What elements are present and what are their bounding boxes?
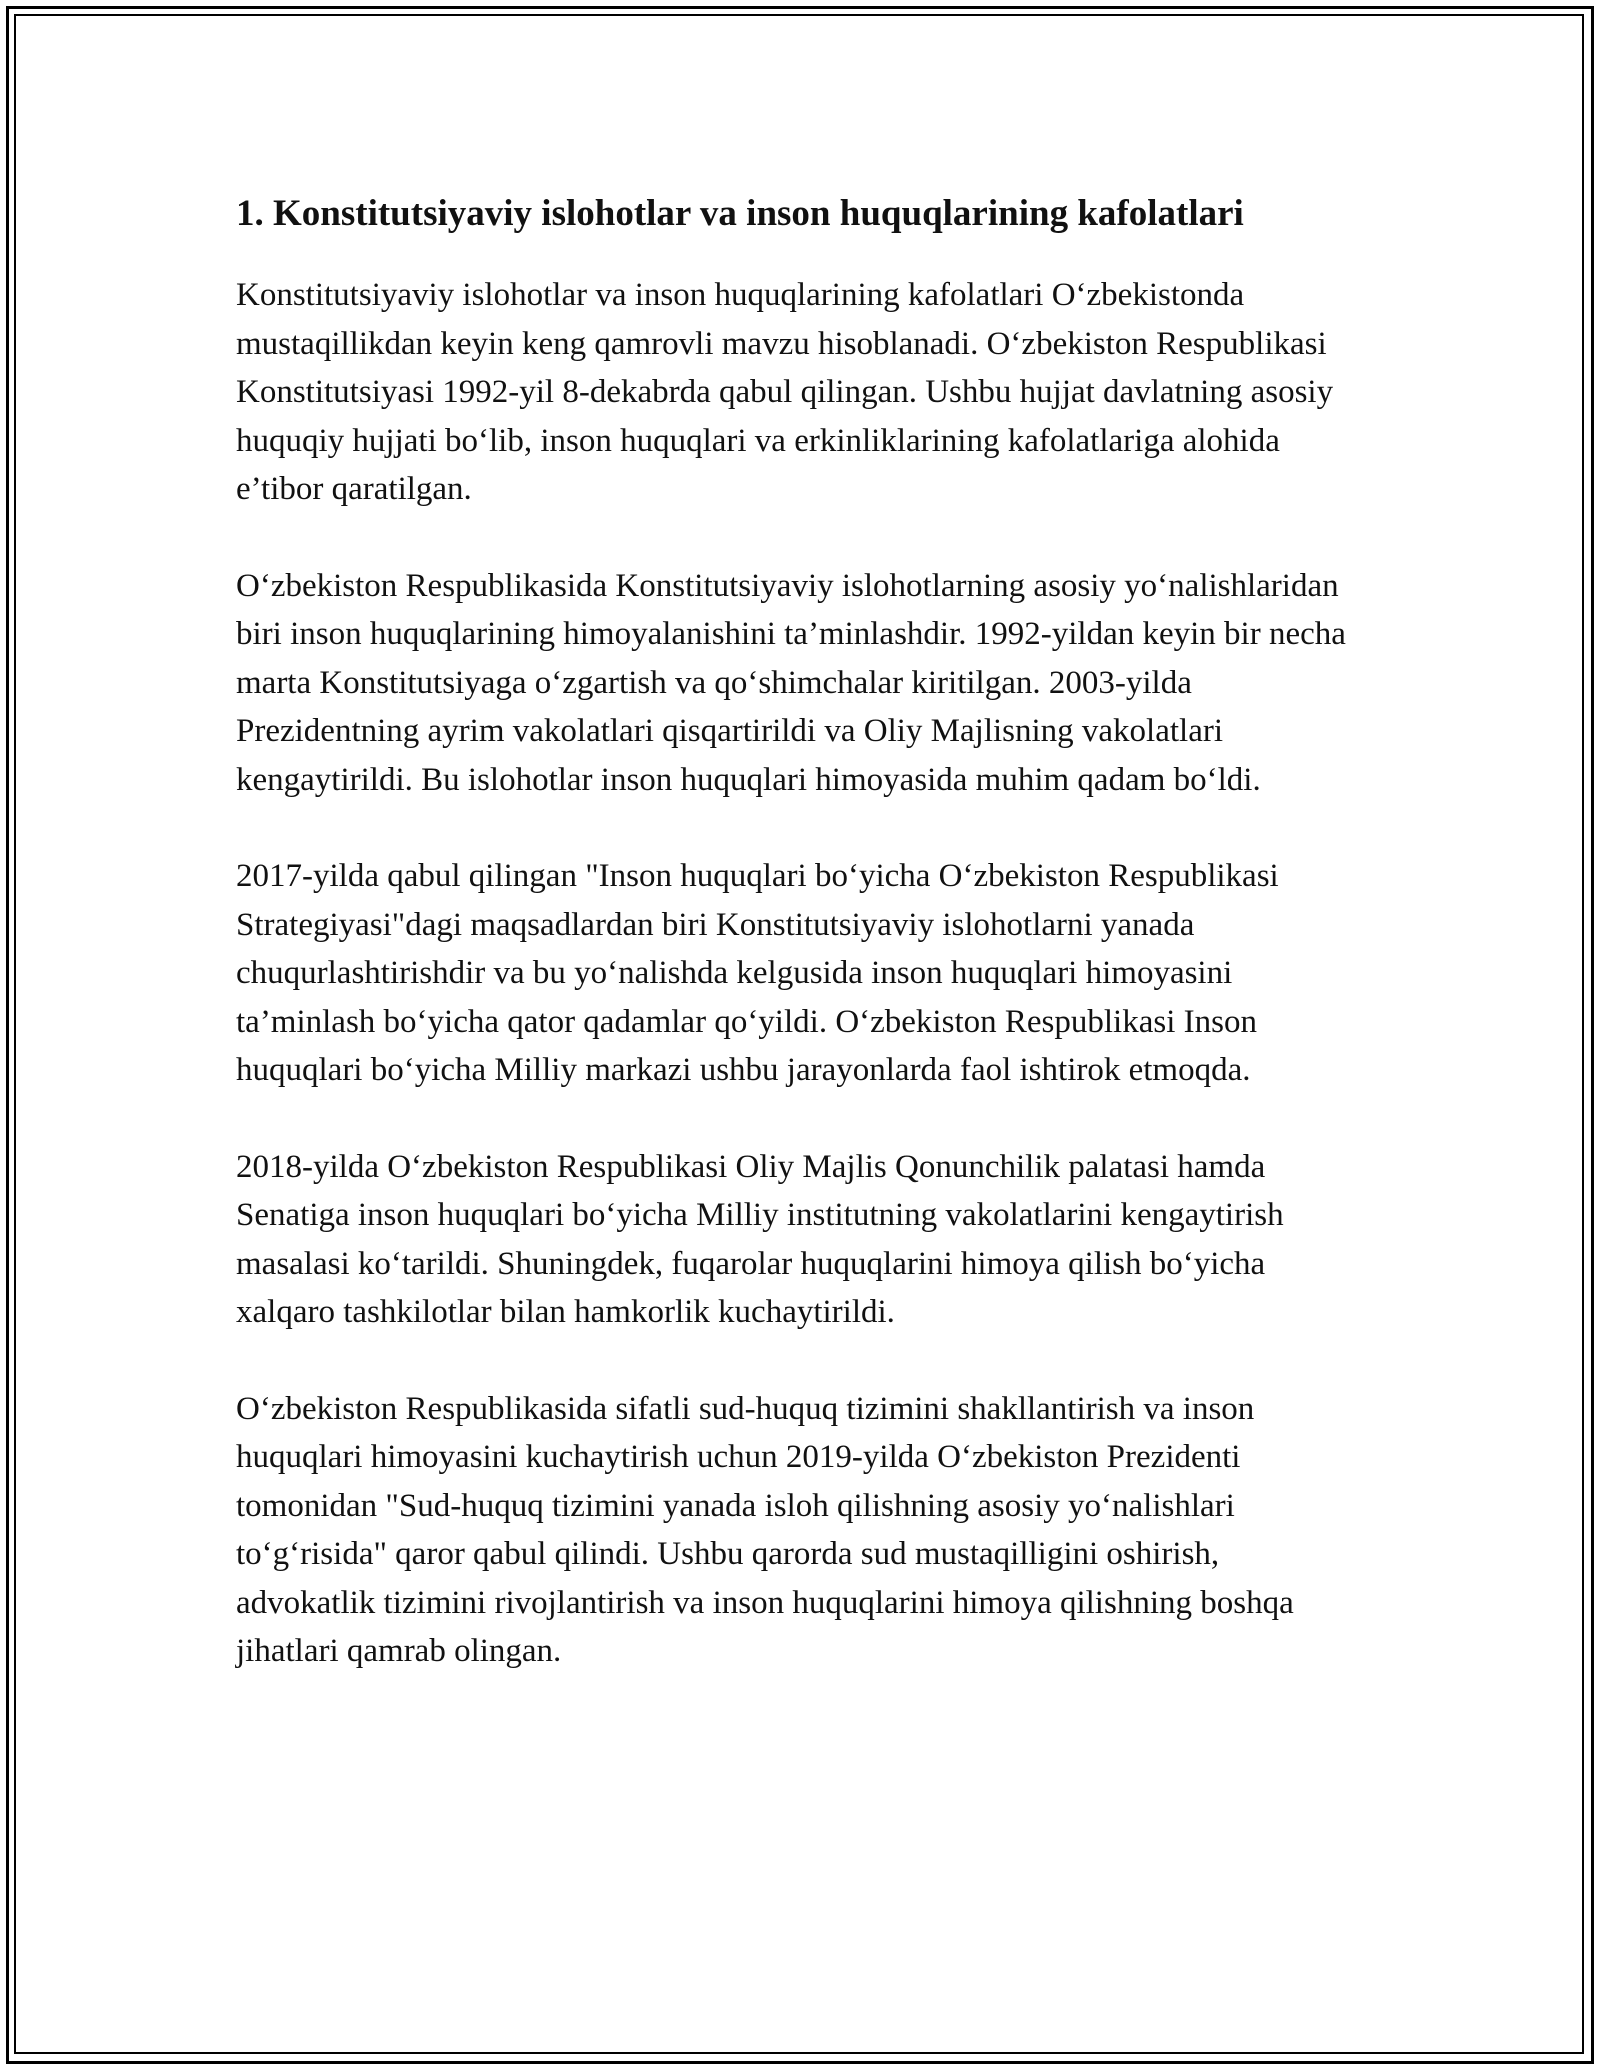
paragraph-3: 2017-yilda qabul qilingan "Inson huquqlari bo‘yicha O‘zbekiston Respublikasi Strategiyasi"dagi maqsadlardan biri Konstitutsiyaviy islohotlarni yanada chuqurlashtirishdir va bu yo‘nalishda kelgusida inson huquqlari himoyasini ta’minlash bo‘yicha qator qadamlar qo‘yildi. O‘zbekiston Respublikasi Inson huquqlari bo‘yicha Milliy markazi ushbu jarayonlarda faol ishtirok etmoqda. xyxy=(236,858,1279,1088)
paragraph-5: O‘zbekiston Respublikasida sifatli sud-huquq tizimini shakllantirish va inson huquqlari himoyasini kuchaytirish uchun 2019-yilda O‘zbekiston Prezidenti tomonidan "Sud-huquq tizimini yanada isloh qilishning asosiy yo‘nalishlari to‘g‘risida" qaror qabul qilindi. Ushbu qarorda sud mustaqilligini oshirish, advokatlik tizimini rivojlantirish va inson huquqlarini himoya qilishning boshqa jihatlari qamrab olingan. xyxy=(236,1390,1294,1669)
section-heading: 1. Konstitutsiyaviy islohotlar va inson huquqlarining kafolatlari xyxy=(236,193,1244,234)
paragraph-4: 2018-yilda O‘zbekiston Respublikasi Oliy Majlis Qonunchilik palatasi hamda Senatiga inson huquqlari bo‘yicha Milliy institutning vakolatlarini kengaytirish masalasi ko‘tarildi. Shuningdek, fuqarolar huquqlarini himoya qilish bo‘yicha xalqaro tashkilotlar bilan hamkorlik kuchaytirildi. xyxy=(236,1148,1284,1330)
document-body xyxy=(236,186,1366,1724)
paragraph-2: O‘zbekiston Respublikasida Konstitutsiyaviy islohotlarning asosiy yo‘nalishlaridan biri inson huquqlarining himoyalanishini ta’minlashdir. 1992-yildan keyin bir necha marta Konstitutsiyaga o‘zgartish va qo‘shimchalar kiritilgan. 2003-yilda Prezidentning ayrim vakolatlari qisqartirildi va Oliy Majlisning vakolatlari kengaytirildi. Bu islohotlar inson huquqlari himoyasida muhim qadam bo‘ldi. xyxy=(236,567,1346,798)
paragraph-1: Konstitutsiyaviy islohotlar va inson huquqlarining kafolatlari O‘zbekistonda mustaqillikdan keyin keng qamrovli mavzu hisoblanadi. O‘zbekiston Respublikasi Konstitutsiyasi 1992-yil 8-dekabrda qabul qilingan. Ushbu hujjat davlatning asosiy huquqiy hujjati bo‘lib, inson huquqlari va erkinliklarining kafolatlariga alohida e’tibor qaratilgan. xyxy=(236,277,1334,507)
